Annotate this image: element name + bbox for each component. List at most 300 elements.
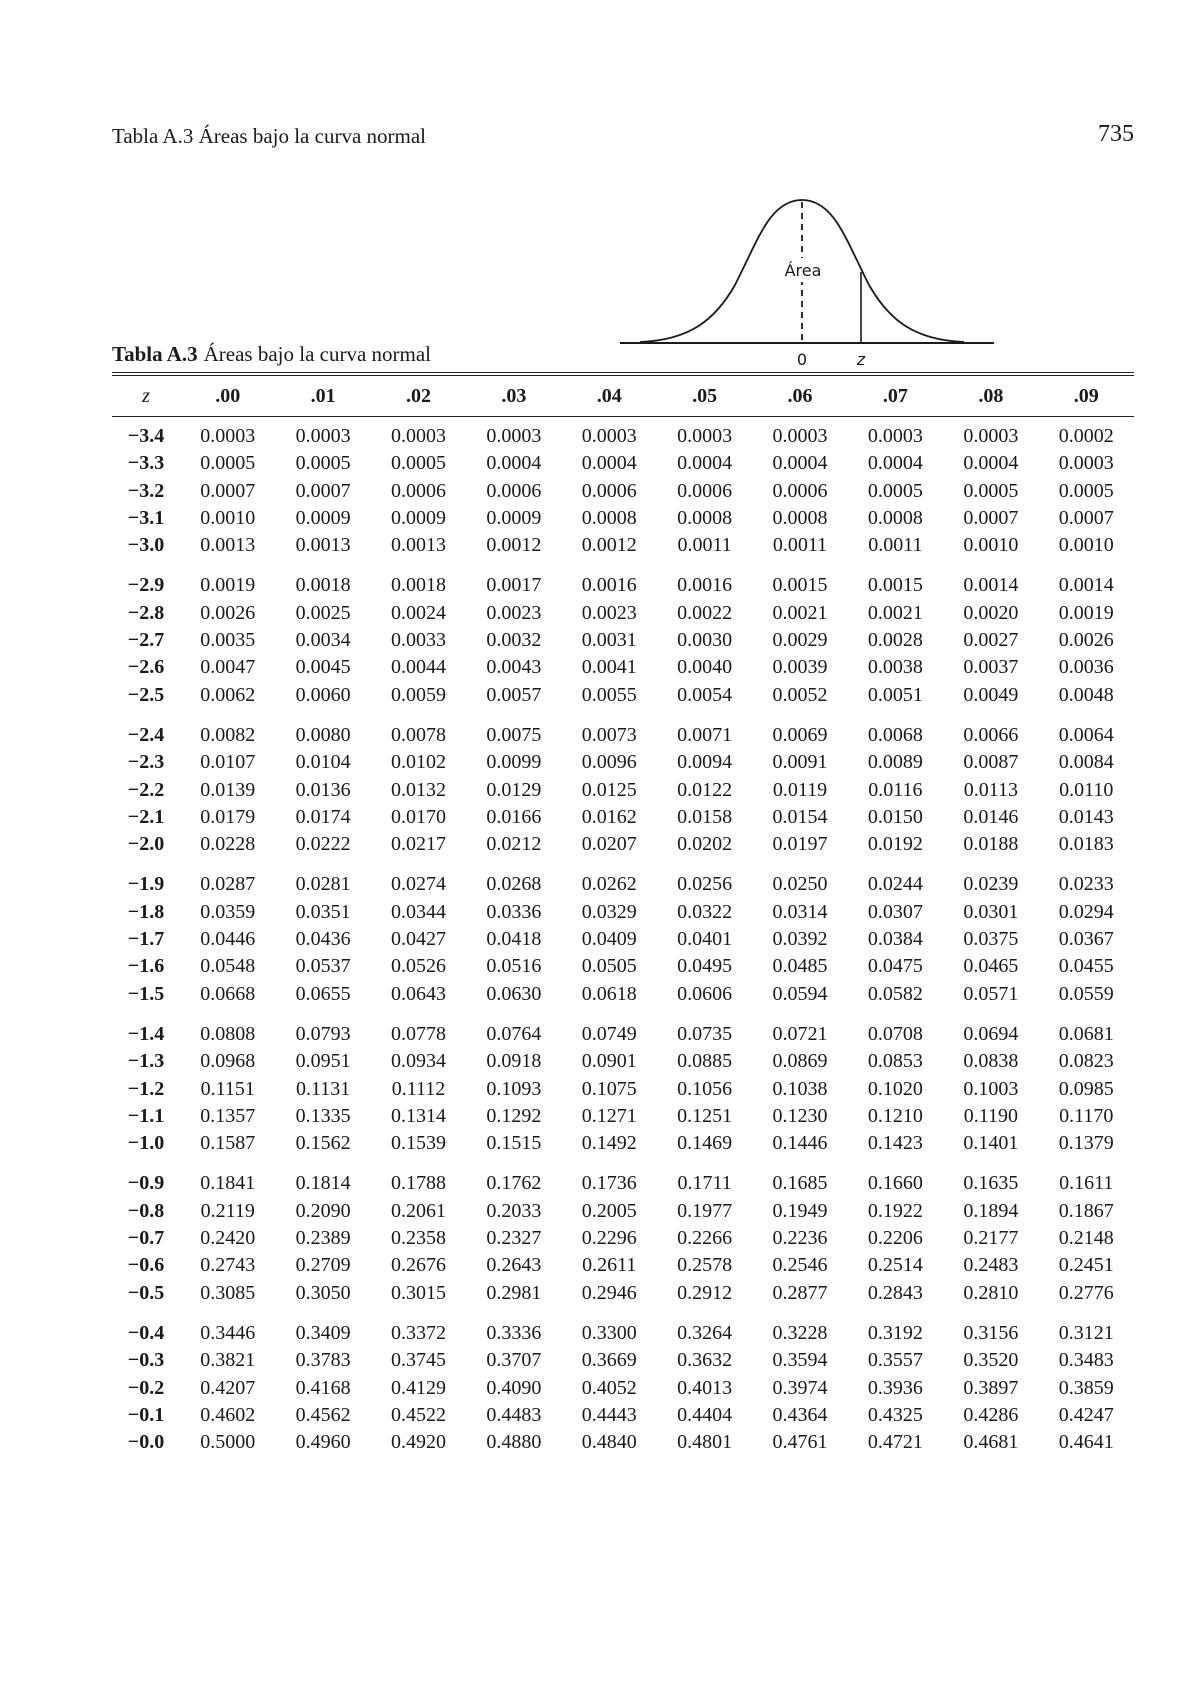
z-value-cell: −2.9 [127,574,165,597]
z-value-cell: −0.5 [127,1281,165,1304]
table-row [112,1198,1134,1225]
area-value-cell: 0.0075 [486,723,542,746]
table-row [112,899,1134,926]
area-value-cell: 0.1841 [200,1172,256,1195]
area-value-cell: 0.0019 [1058,601,1114,624]
area-value-cell: 0.1469 [677,1132,733,1155]
area-value-cell: 0.0020 [963,601,1019,624]
area-value-cell: 0.2296 [581,1227,637,1250]
area-value-cell: 0.1251 [677,1104,733,1127]
area-value-cell: 0.0016 [581,574,637,597]
area-value-cell: 0.0013 [390,534,446,557]
z-value-cell: −0.9 [127,1172,165,1195]
area-value-cell: 0.0274 [390,873,446,896]
area-value-cell: 0.0329 [581,900,637,923]
area-value-cell: 0.0197 [772,833,828,856]
area-value-cell: 0.2090 [295,1199,351,1222]
area-value-cell: 0.2266 [677,1227,733,1250]
area-value-cell: 0.3372 [390,1321,446,1344]
area-value-cell: 0.0150 [867,805,923,828]
area-value-cell: 0.0681 [1058,1022,1114,1045]
area-value-cell: 0.1539 [390,1132,446,1155]
area-value-cell: 0.1271 [581,1104,637,1127]
area-value-cell: 0.0630 [486,982,542,1005]
area-value-cell: 0.0183 [1058,833,1114,856]
area-value-cell: 0.2877 [772,1281,828,1304]
area-value-cell: 0.0015 [772,574,828,597]
area-value-cell: 0.0026 [200,601,256,624]
area-value-cell: 0.0367 [1058,928,1114,951]
z-value-cell: −1.8 [127,900,165,923]
z-value-cell: −3.2 [127,479,165,502]
area-value-cell: 0.0052 [772,683,828,706]
area-value-cell: 0.0721 [772,1022,828,1045]
area-value-cell: 0.0384 [867,928,923,951]
area-value-cell: 0.4325 [867,1403,923,1426]
area-value-cell: 0.0655 [295,982,351,1005]
area-value-cell: 0.3192 [867,1321,923,1344]
page-number: 735 [1098,121,1134,147]
table-body [112,417,1134,1457]
column-header: .05 [657,374,752,417]
table-row [112,953,1134,980]
z-value-cell: −2.3 [127,751,165,774]
area-value-cell: 0.0008 [581,506,637,529]
column-header: .07 [848,374,943,417]
z-value-cell: −1.2 [127,1077,165,1100]
area-value-cell: 0.0104 [295,751,351,774]
table-row [112,709,1134,749]
area-value-cell: 0.0934 [390,1050,446,1073]
area-value-cell: 0.0089 [867,751,923,774]
area-value-cell: 0.2483 [963,1254,1019,1277]
column-header: .01 [275,374,370,417]
area-value-cell: 0.2236 [772,1227,828,1250]
area-value-cell: 0.0003 [295,425,351,447]
table-row [112,532,1134,559]
area-value-cell: 0.4483 [486,1403,542,1426]
area-value-cell: 0.0116 [868,778,923,801]
area-value-cell: 0.1075 [581,1077,637,1100]
area-value-cell: 0.2451 [1058,1254,1114,1277]
z-value-cell: −1.1 [127,1104,165,1127]
area-value-cell: 0.2643 [486,1254,542,1277]
area-value-cell: 0.0027 [963,629,1019,652]
table-row [112,981,1134,1008]
area-value-cell: 0.0107 [200,751,256,774]
area-value-cell: 0.3264 [677,1321,733,1344]
area-value-cell: 0.0212 [486,833,542,856]
area-value-cell: 0.0125 [581,778,637,801]
area-value-cell: 0.0004 [677,452,733,475]
area-value-cell: 0.0087 [963,751,1019,774]
area-value-cell: 0.0256 [677,873,733,896]
area-value-cell: 0.1112 [391,1077,446,1100]
z-value-cell: −1.7 [127,928,165,951]
table-row [112,1157,1134,1197]
area-value-cell: 0.0037 [963,656,1019,679]
area-value-cell: 0.0019 [200,574,256,597]
area-value-cell: 0.0009 [486,506,542,529]
table-caption [112,342,431,367]
area-value-cell: 0.0505 [581,955,637,978]
caption-text: Áreas bajo la curva normal [203,342,432,366]
area-value-cell: 0.0035 [200,629,256,652]
area-value-cell: 0.2743 [200,1254,256,1277]
area-value-cell: 0.1423 [867,1132,923,1155]
area-value-cell: 0.0066 [963,723,1019,746]
area-value-cell: 0.0009 [390,506,446,529]
area-value-cell: 0.0008 [772,506,828,529]
area-value-cell: 0.0039 [772,656,828,679]
area-value-cell: 0.0582 [867,982,923,1005]
area-value-cell: 0.2206 [867,1227,923,1250]
area-value-cell: 0.0233 [1058,873,1114,896]
area-value-cell: 0.0618 [581,982,637,1005]
area-value-cell: 0.0021 [867,601,923,624]
area-value-cell: 0.0495 [677,955,733,978]
column-header-z: z [112,374,180,417]
z-value-cell: −0.6 [127,1254,165,1277]
area-value-cell: 0.0054 [677,683,733,706]
table-row [112,777,1134,804]
area-value-cell: 0.0002 [1058,425,1114,447]
area-value-cell: 0.0055 [581,683,637,706]
area-value-cell: 0.0029 [772,629,828,652]
area-value-cell: 0.0008 [867,506,923,529]
area-value-cell: 0.0013 [200,534,256,557]
area-value-cell: 0.0059 [390,683,446,706]
area-value-cell: 0.0040 [677,656,733,679]
area-value-cell: 0.0322 [677,900,733,923]
normal-curve-svg [620,190,1000,370]
area-value-cell: 0.2389 [295,1227,351,1250]
area-value-cell: 0.1151 [200,1077,255,1100]
z-value-cell: −2.7 [127,629,165,652]
area-value-cell: 0.1492 [581,1132,637,1155]
area-value-cell: 0.4404 [677,1403,733,1426]
area-value-cell: 0.2981 [486,1281,542,1304]
area-value-cell: 0.2177 [963,1227,1019,1250]
area-value-cell: 0.0559 [1058,982,1114,1005]
area-value-cell: 0.0885 [677,1050,733,1073]
area-value-cell: 0.0808 [200,1022,256,1045]
area-value-cell: 0.0004 [486,452,542,475]
area-value-cell: 0.0548 [200,955,256,978]
area-value-cell: 0.2810 [963,1281,1019,1304]
area-value-cell: 0.1762 [486,1172,542,1195]
area-value-cell: 0.0016 [677,574,733,597]
area-value-cell: 0.1230 [772,1104,828,1127]
area-value-cell: 0.0174 [295,805,351,828]
area-value-cell: 0.0064 [1058,723,1114,746]
z-value-cell: −0.7 [127,1227,165,1250]
area-value-cell: 0.4960 [295,1431,351,1454]
area-value-cell: 0.2420 [200,1227,256,1250]
area-value-cell: 0.1292 [486,1104,542,1127]
area-value-cell: 0.1949 [772,1199,828,1222]
area-value-cell: 0.0268 [486,873,542,896]
area-value-cell: 0.1357 [200,1104,256,1127]
area-value-cell: 0.0082 [200,723,256,746]
area-value-cell: 0.0080 [295,723,351,746]
area-value-cell: 0.1562 [295,1132,351,1155]
column-header: .06 [752,374,847,417]
area-value-cell: 0.0007 [1058,506,1114,529]
area-value-cell: 0.0132 [390,778,446,801]
area-value-cell: 0.1736 [581,1172,637,1195]
area-value-cell: 0.0122 [677,778,733,801]
z-value-cell: −3.1 [127,506,165,529]
area-value-cell: 0.4840 [581,1431,637,1454]
area-value-cell: 0.4880 [486,1431,542,1454]
z-value-cell: −1.4 [127,1022,165,1045]
area-value-cell: 0.0023 [581,601,637,624]
area-value-cell: 0.2578 [677,1254,733,1277]
area-value-cell: 0.0571 [963,982,1019,1005]
area-value-cell: 0.4443 [581,1403,637,1426]
area-value-cell: 0.4641 [1058,1431,1114,1454]
table-row [112,559,1134,599]
area-value-cell: 0.0446 [200,928,256,951]
area-value-cell: 0.1894 [963,1199,1019,1222]
area-value-cell: 0.0793 [295,1022,351,1045]
area-value-cell: 0.1335 [295,1104,351,1127]
area-value-cell: 0.1611 [1059,1172,1114,1195]
area-value-cell: 0.0778 [390,1022,446,1045]
z-value-cell: −0.1 [127,1403,165,1426]
area-value-cell: 0.2358 [390,1227,446,1250]
z-value-cell: −2.6 [127,656,165,679]
area-value-cell: 0.0010 [963,534,1019,557]
area-value-cell: 0.3669 [581,1349,637,1372]
area-value-cell: 0.4721 [867,1431,923,1454]
area-value-cell: 0.0018 [390,574,446,597]
area-value-cell: 0.4247 [1058,1403,1114,1426]
area-value-cell: 0.0005 [1058,479,1114,502]
area-value-cell: 0.0427 [390,928,446,951]
area-value-cell: 0.4013 [677,1376,733,1399]
area-value-cell: 0.4801 [677,1431,733,1454]
area-value-cell: 0.3483 [1058,1349,1114,1372]
area-value-cell: 0.0018 [295,574,351,597]
area-value-cell: 0.0004 [963,452,1019,475]
area-value-cell: 0.1038 [772,1077,828,1100]
area-value-cell: 0.0012 [581,534,637,557]
area-value-cell: 0.2148 [1058,1227,1114,1250]
z-value-cell: −2.0 [127,833,165,856]
column-header: .08 [943,374,1038,417]
area-value-cell: 0.1401 [963,1132,1019,1155]
area-value-cell: 0.4129 [390,1376,446,1399]
area-value-cell: 0.0004 [581,452,637,475]
area-value-cell: 0.2061 [390,1199,446,1222]
area-value-cell: 0.0048 [1058,683,1114,706]
area-value-cell: 0.0033 [390,629,446,652]
z-value-cell: −2.2 [127,778,165,801]
table-row [112,1076,1134,1103]
area-value-cell: 0.4052 [581,1376,637,1399]
area-value-cell: 0.0017 [486,574,542,597]
area-value-cell: 0.0024 [390,601,446,624]
area-value-cell: 0.0007 [963,506,1019,529]
area-value-cell: 0.3085 [200,1281,256,1304]
area-value-cell: 0.1446 [772,1132,828,1155]
area-value-cell: 0.0062 [200,683,256,706]
table-row [112,858,1134,898]
area-value-cell: 0.0023 [486,601,542,624]
area-value-cell: 0.0015 [867,574,923,597]
area-value-cell: 0.0202 [677,833,733,856]
area-value-cell: 0.4761 [772,1431,828,1454]
running-title: Tabla A.3 Áreas bajo la curva normal [112,124,426,148]
area-value-cell: 0.0188 [963,833,1019,856]
area-value-cell: 0.0901 [581,1050,637,1073]
z-value-cell: −1.6 [127,955,165,978]
area-value-cell: 0.0031 [581,629,637,652]
area-value-cell: 0.0013 [295,534,351,557]
table-row [112,682,1134,709]
area-value-cell: 0.4168 [295,1376,351,1399]
area-value-cell: 0.3632 [677,1349,733,1372]
area-value-cell: 0.0139 [200,778,256,801]
area-value-cell: 0.2514 [867,1254,923,1277]
area-value-cell: 0.3121 [1058,1321,1114,1344]
table-row [112,450,1134,477]
area-value-cell: 0.3974 [772,1376,828,1399]
caption-number: Tabla A.3 [112,342,198,366]
area-value-cell: 0.1814 [295,1172,351,1195]
column-header: .03 [466,374,561,417]
table-row [112,1280,1134,1307]
area-value-cell: 0.0038 [867,656,923,679]
z-value-cell: −3.3 [127,452,165,475]
area-value-cell: 0.0239 [963,873,1019,896]
area-value-cell: 0.3228 [772,1321,828,1344]
area-value-cell: 0.0301 [963,900,1019,923]
area-value-cell: 0.0158 [677,805,733,828]
area-value-cell: 0.0351 [295,900,351,923]
area-value-cell: 0.1003 [963,1077,1019,1100]
area-value-cell: 0.0244 [867,873,923,896]
area-value-cell: 0.0005 [963,479,1019,502]
area-value-cell: 0.0003 [772,425,828,447]
area-value-cell: 0.0985 [1058,1077,1114,1100]
area-value-cell: 0.0869 [772,1050,828,1073]
area-value-cell: 0.0022 [677,601,733,624]
area-value-cell: 0.0409 [581,928,637,951]
z-value-cell: −1.9 [127,873,165,896]
z-value-cell: −2.1 [127,805,165,828]
area-value-cell: 0.0003 [1058,452,1114,475]
area-value-cell: 0.0853 [867,1050,923,1073]
area-value-cell: 0.4681 [963,1431,1019,1454]
z-value-cell: −2.8 [127,601,165,624]
area-value-cell: 0.0222 [295,833,351,856]
area-value-cell: 0.0668 [200,982,256,1005]
area-value-cell: 0.3300 [581,1321,637,1344]
area-value-cell: 0.0011 [677,534,732,557]
z-value-cell: −0.2 [127,1376,165,1399]
area-value-cell: 0.0060 [295,683,351,706]
area-value-cell: 0.2611 [582,1254,637,1277]
area-value-cell: 0.1210 [867,1104,923,1127]
z-value-cell: −1.5 [127,982,165,1005]
area-value-cell: 0.0694 [963,1022,1019,1045]
area-value-cell: 0.1867 [1058,1199,1114,1222]
area-value-cell: 0.3897 [963,1376,1019,1399]
table-row [112,1225,1134,1252]
area-value-cell: 0.3336 [486,1321,542,1344]
area-value-cell: 0.0034 [295,629,351,652]
z-value-cell: −0.0 [127,1431,165,1454]
area-value-cell: 0.0485 [772,955,828,978]
table-row [112,1375,1134,1402]
area-value-cell: 0.0228 [200,833,256,856]
area-value-cell: 0.0006 [486,479,542,502]
table-row [112,478,1134,505]
area-value-cell: 0.0010 [200,506,256,529]
area-value-cell: 0.1056 [677,1077,733,1100]
area-value-cell: 0.1685 [772,1172,828,1195]
area-value-cell: 0.0004 [772,452,828,475]
column-header: .02 [371,374,466,417]
area-value-cell: 0.0006 [772,479,828,502]
area-value-cell: 0.0287 [200,873,256,896]
area-value-cell: 0.0179 [200,805,256,828]
area-value-cell: 0.3015 [390,1281,446,1304]
area-value-cell: 0.2033 [486,1199,542,1222]
area-value-cell: 0.4562 [295,1403,351,1426]
area-value-cell: 0.0028 [867,629,923,652]
area-value-cell: 0.0084 [1058,751,1114,774]
area-value-cell: 0.0012 [486,534,542,557]
area-value-cell: 0.1922 [867,1199,923,1222]
area-value-cell: 0.4522 [390,1403,446,1426]
area-value-cell: 0.0455 [1058,955,1114,978]
area-value-cell: 0.2912 [677,1281,733,1304]
z-value-cell: −0.8 [127,1199,165,1222]
area-value-cell: 0.0143 [1058,805,1114,828]
area-value-cell: 0.0119 [772,778,828,801]
area-value-cell: 0.0005 [390,452,446,475]
area-value-cell: 0.0336 [486,900,542,923]
z-value-cell: −3.4 [127,425,165,447]
area-value-cell: 0.0968 [200,1050,256,1073]
area-value-cell: 0.1020 [867,1077,923,1100]
area-value-cell: 0.0918 [486,1050,542,1073]
area-value-cell: 0.0096 [581,751,637,774]
area-value-cell: 0.0526 [390,955,446,978]
area-value-cell: 0.0375 [963,928,1019,951]
area-value-cell: 0.2946 [581,1281,637,1304]
area-value-cell: 0.1093 [486,1077,542,1100]
area-value-cell: 0.0071 [677,723,733,746]
area-value-cell: 0.0026 [1058,629,1114,652]
area-value-cell: 0.0606 [677,982,733,1005]
area-value-cell: 0.0068 [867,723,923,746]
area-value-cell: 0.0036 [1058,656,1114,679]
table-row [112,1103,1134,1130]
area-value-cell: 0.0516 [486,955,542,978]
area-value-cell: 0.2327 [486,1227,542,1250]
area-value-cell: 0.0094 [677,751,733,774]
area-label: Área [784,261,822,280]
area-value-cell: 0.1711 [677,1172,732,1195]
normal-curve-figure [620,190,1000,370]
table-row [112,1130,1134,1157]
area-value-cell: 0.1977 [677,1199,733,1222]
